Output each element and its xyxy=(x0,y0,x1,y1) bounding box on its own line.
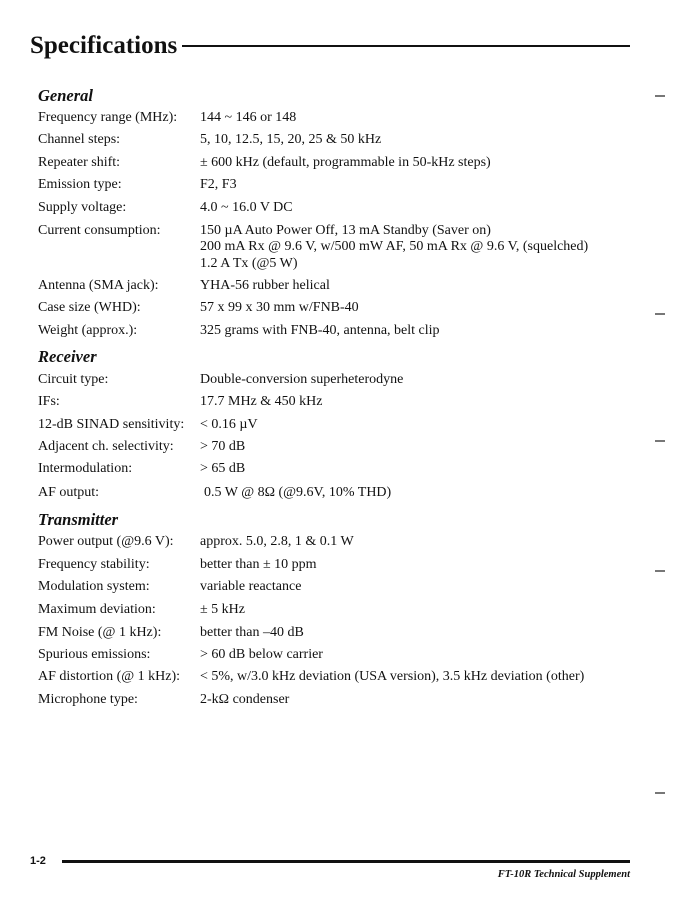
spec-label: Modulation system: xyxy=(38,579,150,594)
spec-value: approx. 5.0, 2.8, 1 & 0.1 W xyxy=(200,534,354,549)
spec-value: 17.7 MHz & 450 kHz xyxy=(200,394,323,409)
scan-mark xyxy=(655,792,665,794)
spec-value: F2, F3 xyxy=(200,177,237,192)
spec-value: 325 grams with FNB-40, antenna, belt clip xyxy=(200,323,440,338)
spec-label: Emission type: xyxy=(38,177,122,192)
scan-mark xyxy=(655,570,665,572)
title-row xyxy=(30,30,630,64)
spec-value: YHA-56 rubber helical xyxy=(200,278,330,293)
spec-value: ± 600 kHz (default, programmable in 50-kHz steps) xyxy=(200,155,491,170)
spec-value: 5, 10, 12.5, 15, 20, 25 & 50 kHz xyxy=(200,132,382,147)
spec-value: > 60 dB below carrier xyxy=(200,647,323,662)
spec-label: AF distortion (@ 1 kHz): xyxy=(38,669,180,684)
spec-value: < 5%, w/3.0 kHz deviation (USA version), 3.5 kHz deviation (other) xyxy=(200,669,585,684)
scan-mark xyxy=(655,440,665,442)
spec-label: Frequency stability: xyxy=(38,557,150,572)
footer-rule xyxy=(62,860,630,863)
spec-value: > 65 dB xyxy=(200,461,246,476)
spec-label: Channel steps: xyxy=(38,132,121,147)
spec-label: Case size (WHD): xyxy=(38,300,141,315)
spec-label: Repeater shift: xyxy=(38,155,121,170)
spec-label: IFs: xyxy=(38,394,60,409)
spec-value: > 70 dB xyxy=(200,439,246,454)
page-number: 1-2 xyxy=(30,855,46,867)
spec-value: 144 ~ 146 or 148 xyxy=(200,110,297,125)
spec-value: better than –40 dB xyxy=(200,625,304,640)
spec-value: < 0.16 µV xyxy=(200,417,258,432)
spec-label: Microphone type: xyxy=(38,692,138,707)
spec-label: Intermodulation: xyxy=(38,461,133,476)
section-heading-transmitter: Transmitter xyxy=(38,510,119,529)
spec-value: 200 mA Rx @ 9.6 V, w/500 mW AF, 50 mA Rx @ 9.6 V, (squelched) xyxy=(200,239,589,254)
spec-label: FM Noise (@ 1 kHz): xyxy=(38,625,162,640)
spec-value: better than ± 10 ppm xyxy=(200,557,317,572)
spec-value: 4.0 ~ 16.0 V DC xyxy=(200,200,293,215)
spec-label: Circuit type: xyxy=(38,372,109,387)
spec-label: Spurious emissions: xyxy=(38,647,151,662)
title-rule xyxy=(182,45,630,47)
section-heading-receiver: Receiver xyxy=(38,347,97,366)
spec-value: 2-kΩ condenser xyxy=(200,692,290,707)
section-heading-general: General xyxy=(38,86,93,105)
spec-label: Maximum deviation: xyxy=(38,602,156,617)
page-title: Specifications xyxy=(30,32,178,59)
spec-value: Double-conversion superheterodyne xyxy=(200,372,404,387)
spec-value: variable reactance xyxy=(200,579,302,594)
footer-document-title: FT-10R Technical Supplement xyxy=(497,869,630,880)
spec-value: 0.5 W @ 8Ω (@9.6V, 10% THD) xyxy=(204,485,392,500)
spec-label: 12-dB SINAD sensitivity: xyxy=(38,417,185,432)
spec-label: AF output: xyxy=(38,485,100,500)
spec-value: 1.2 A Tx (@5 W) xyxy=(200,256,298,271)
spec-label: Power output (@9.6 V): xyxy=(38,534,174,549)
spec-label: Antenna (SMA jack): xyxy=(38,278,159,293)
spec-label: Supply voltage: xyxy=(38,200,127,215)
spec-label: Weight (approx.): xyxy=(38,323,138,338)
spec-value: 150 µA Auto Power Off, 13 mA Standby (Saver on) xyxy=(200,223,491,238)
scan-mark xyxy=(655,95,665,97)
scan-mark xyxy=(655,313,665,315)
spec-label: Frequency range (MHz): xyxy=(38,110,178,125)
spec-value: 57 x 99 x 30 mm w/FNB-40 xyxy=(200,300,359,315)
spec-label: Current consumption: xyxy=(38,223,161,238)
spec-value: ± 5 kHz xyxy=(200,602,246,617)
spec-label: Adjacent ch. selectivity: xyxy=(38,439,174,454)
